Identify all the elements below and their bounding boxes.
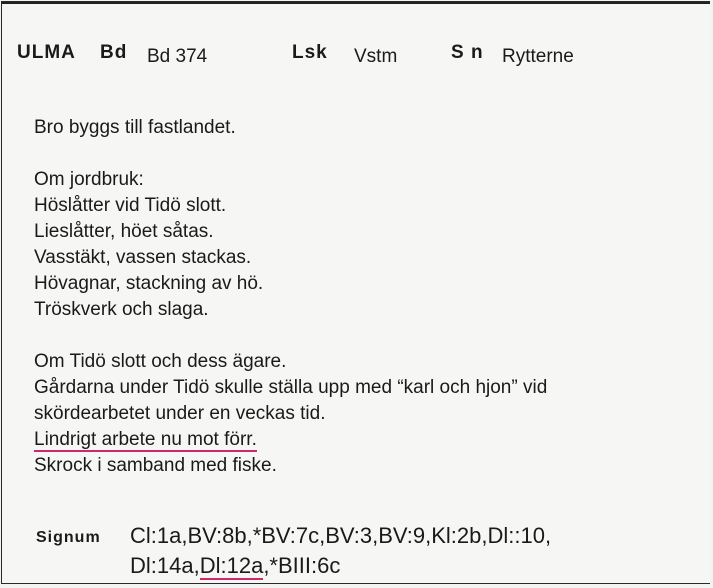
signum-part-c: ,*BIII:6c [263,553,341,578]
archive-card [1,1,710,584]
body-line-underlined [34,427,547,453]
signum-values [130,521,551,581]
ulma-label: ULMA [17,42,76,63]
bd-label: Bd [100,42,128,63]
body-line: Lieslåtter, höet såtas. [34,221,214,242]
body-line: Skrock i samband med fiske. [34,455,277,476]
bd-value: Bd 374 [147,46,208,67]
card-body [34,115,547,479]
header-bd-value [147,46,207,68]
signum-part-a: Dl:14a, [130,553,200,578]
header-ulma [17,42,76,64]
body-line: Gårdarna under Tidö skulle ställa upp med “karl och hjon” vid [34,377,548,398]
body-line: Om jordbruk: [34,169,144,190]
underlined-text: Lindrigt arbete nu mot förr. [34,429,257,450]
body-line: Höslåtter vid Tidö slott. [34,195,227,216]
top-border [2,2,710,4]
sn-value: Rytterne [502,46,574,67]
lsk-label: Lsk [292,42,328,63]
body-line: Vasstäkt, vassen stackas. [34,247,252,268]
header-lsk [292,42,328,64]
sn-label: S n [451,42,484,63]
signum-line-2 [130,551,551,581]
header-bd [100,42,127,64]
header-sn [451,42,484,64]
body-line: skördearbetet under en veckas tid. [34,403,326,424]
body-line: Hövagnar, stackning av hö. [34,273,264,294]
signum-part-b: Dl:12a [199,553,264,578]
signum-line-1: Cl:1a,BV:8b,*BV:7c,BV:3,BV:9,Kl:2b,Dl::10, [130,523,552,548]
header-sn-value [502,46,574,68]
lsk-value: Vstm [354,46,398,67]
blank-line [34,141,547,167]
blank-line [34,323,547,349]
header-lsk-value [354,46,397,68]
body-line: Bro byggs till fastlandet. [34,117,236,138]
body-line: Tröskverk och slaga. [34,299,209,320]
signum-label: Signum [36,529,101,546]
body-line: Om Tidö slott och dess ägare. [34,351,287,372]
